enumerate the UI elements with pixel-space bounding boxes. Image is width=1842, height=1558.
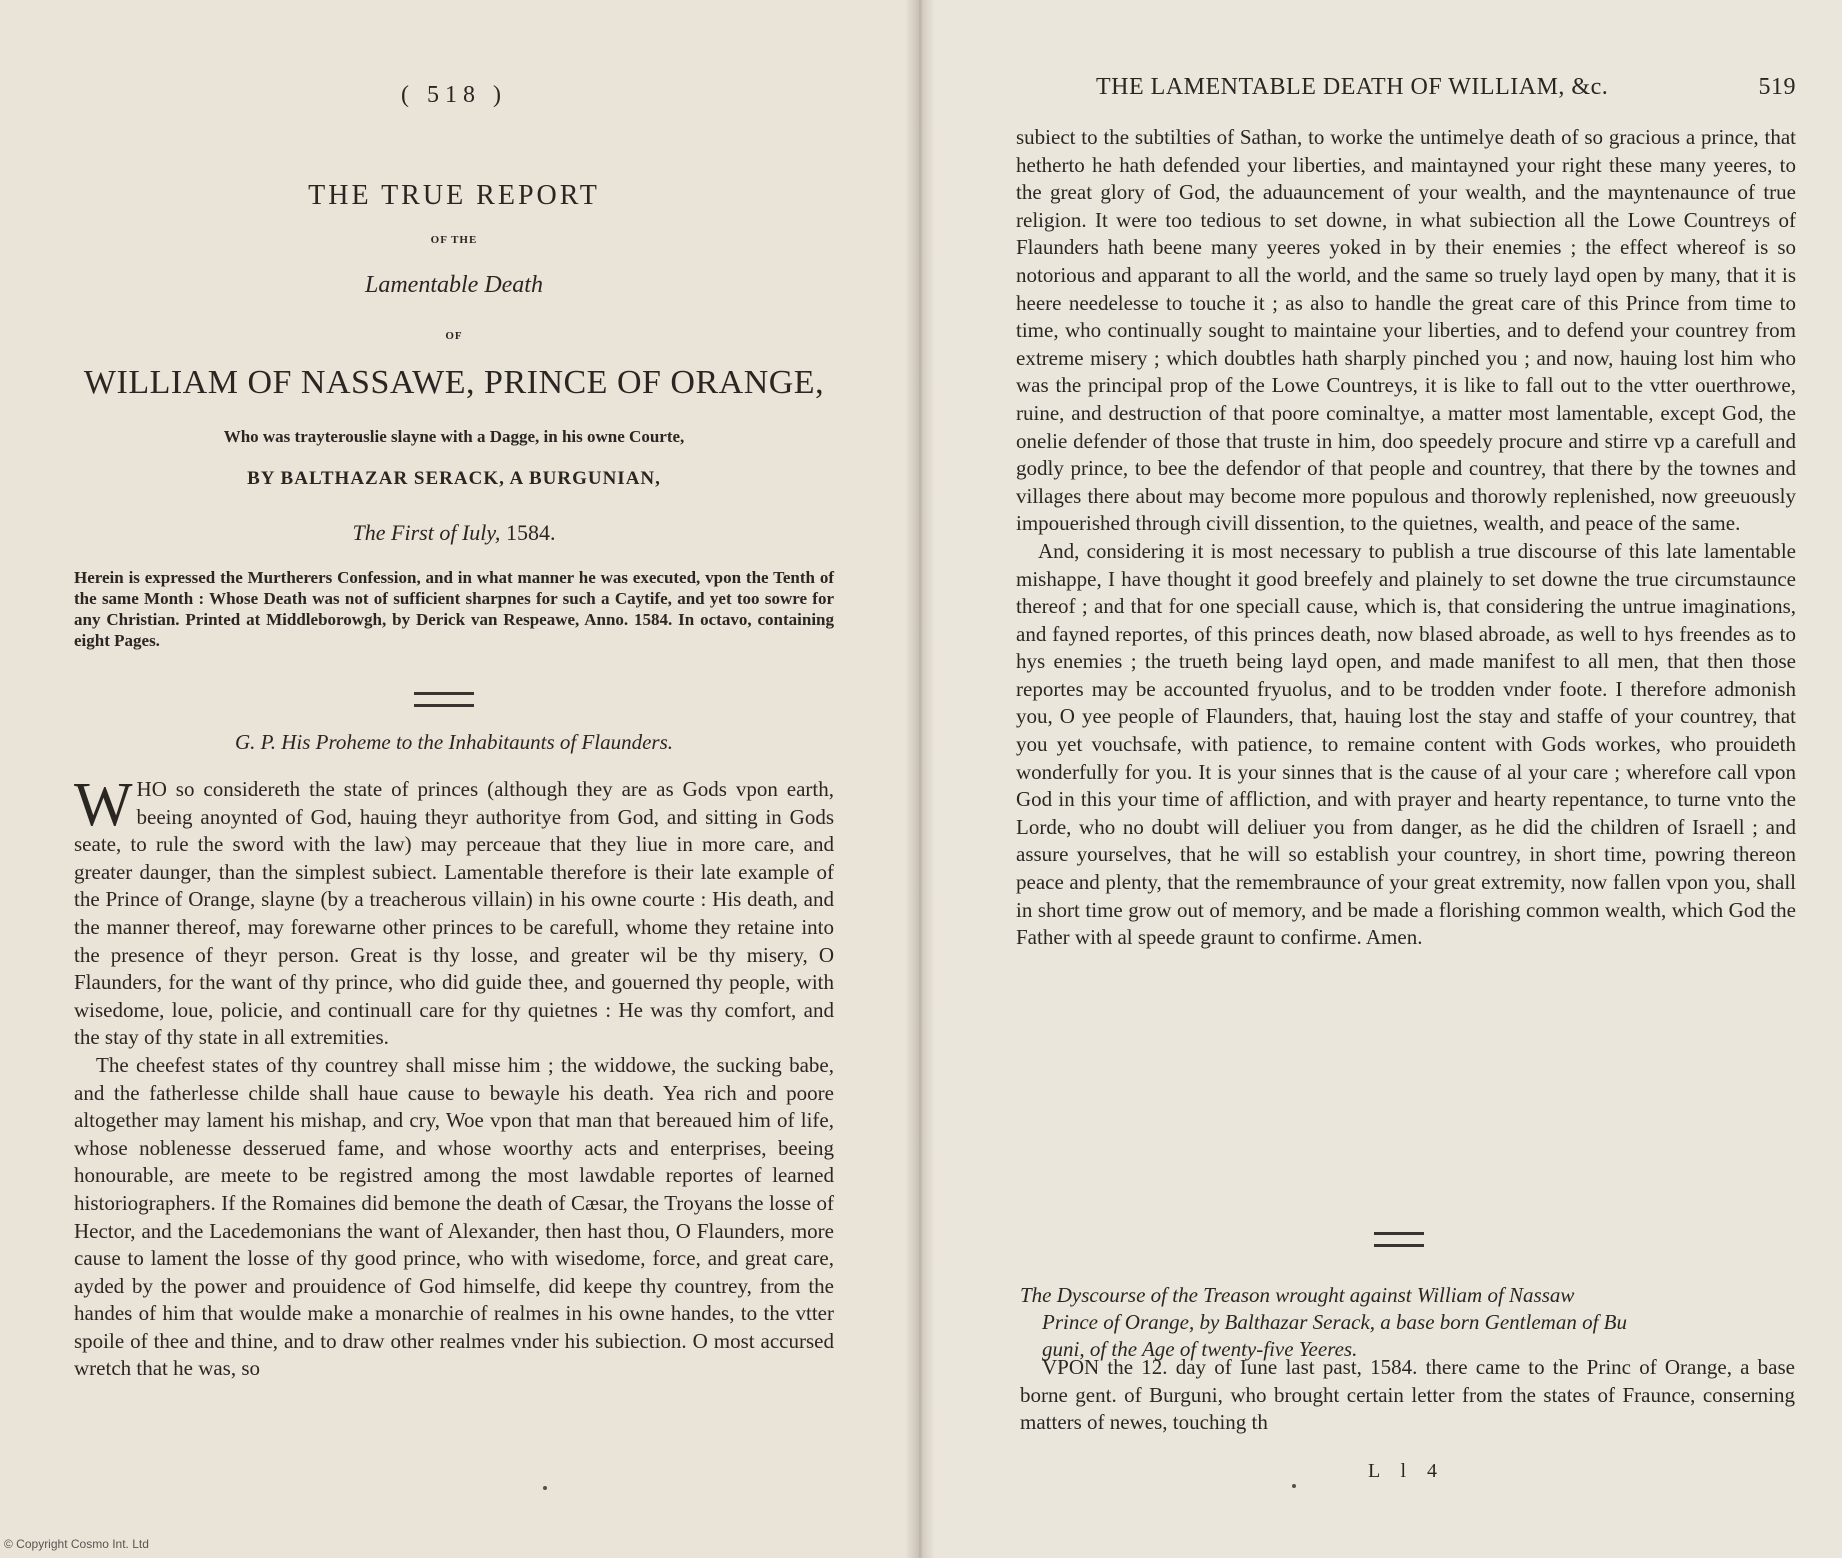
running-head <box>1096 74 1796 101</box>
dyscourse-heading <box>1020 1282 1795 1363</box>
title-of: OF <box>445 330 463 342</box>
book-gutter <box>905 0 935 1558</box>
vpon-paragraph: VPON the 12. day of Iune last past, 1584. there came to the Princ of Orange, a base borne gent. of Burguni, who brought certain letter from the states of Fraunce, conserning matters of newes, touching th <box>1020 1355 1795 1435</box>
dyscourse-line: guni, of the Age of twenty-five Yeeres. <box>1042 1337 1358 1361</box>
title-date <box>74 520 834 546</box>
paragraph-text: HO so considereth the state of princes (although they are as Gods vpon earth, beeing anoynted of God, hauing theyr authoritye from God, and sitting in Gods seate, to rule the sword with the law) may perceaue that they liue in more care, and greater daunger, than the simplest subiect. Lamentable therefore is their late example of the Prince of Orange, slayne (by a treacherous villain) in his owne courte : His death, and the manner thereof, may forewarne other princes to be carefull, whome they retaine into the presence of theyr person. Great is thy losse, and greater wil be thy misery, O Flaunders, for the want of thy prince, who did guide thee, and gouerned thy people, with wisedome, loue, policie, and continuall care for thy quietnes : He was thy comfort, and the stay of thy state in all extremities. <box>74 777 834 1050</box>
ornamental-divider <box>414 692 474 707</box>
dyscourse-line: Prince of Orange, by Balthazar Serack, a base born Gentleman of Bu <box>1042 1310 1627 1334</box>
right-body-text <box>1016 124 1796 952</box>
body-paragraph <box>74 771 834 1052</box>
title-of-the: OF THE <box>430 234 478 246</box>
page-speck <box>1292 1484 1296 1488</box>
copyright-notice: © Copyright Cosmo Int. Ltd <box>4 1537 149 1551</box>
subtitle-by: BY BALTHAZAR SERACK, A BURGUNIAN, <box>247 468 661 489</box>
ornamental-divider <box>1374 1232 1424 1247</box>
page-speck <box>543 1486 547 1490</box>
body-paragraph: The cheefest states of thy countrey shall misse him ; the widdowe, the sucking babe, and the fatherlesse childe shall haue cause to bewayle his death. Yea rich and poore altogether may lament his mishap, and cry, Woe vpon that man that bereaued him of life, whose noblenesse desserued fame, and whose woorthy acts and enterprises, beeing honourable, are meete to be registred among the most lawdable reportes of learned historiographers. If the Romaines did bemone the death of Cæsar, the Troyans the losse of Hector, and the Lacedemonians the want of Alexander, then hast thou, O Flaunders, more cause to lament the losse of thy good prince, who with wisedome, force, and great care, ayded by the power and prouidence of God himselfe, did keepe thy countrey, from the handes of him that woulde make a monarchie of realmes in his owne handes, to the vtter spoile of thee and thine, and to draw other realmes vnder his subiection. O most accursed wretch that he was, so <box>74 1052 834 1381</box>
title-lamentable-death: Lamentable Death <box>365 272 543 298</box>
signature-mark: L l 4 <box>1368 1460 1446 1482</box>
drop-cap: W <box>74 771 133 839</box>
left-page <box>0 0 920 1558</box>
herein-paragraph: Herein is expressed the Murtherers Confession, and in what manner he was executed, vpon the Tenth of the same Month : Whose Death was not of sufficient sharpnes for such a Caytife, and yet too sowre for any Christian. Printed at Middleborowgh, by Derick van Respeawe, Anno. 1584. In octavo, containing eight Pages. <box>74 568 834 650</box>
running-head-title: THE LAMENTABLE DEATH OF WILLIAM, &c. <box>1096 74 1609 100</box>
body-paragraph: And, considering it is most necessary to publish a true discourse of this late lamentable mishappe, I have thought it good breefely and plainely to set downe the true circumstaunce thereof ; and that for one speciall cause, which is, that considering the untrue imaginations, and fayned reportes, of this princes death, now blased abroade, as well to hys freendes as to hys enemies ; the trueth being layd open, and made manifest to all men, that then those reportes may be accounted fryuolus, and to be trodden vnder foote. I therefore admonish you, O yee people of Flaunders, that, hauing lost the stay and staffe of your countrey, that you yet vouchsafe, with patience, to remaine content with Gods workes, who prouideth wonderfully for you. It is your sinnes that is the cause of al your care ; wherefore call vpon God in this your time of affliction, and with prayer and hearty repentance, to turne vnto the Lorde, who no doubt will deliuer you from danger, as he did the children of Israell ; and assure yourselves, that he will so establish your countrey, in short time, powring thereon peace and plenty, that the remembraunce of your great extremity, now fallen vpon you, shall in short time grow out of memory, and be made a florishing common wealth, which God the Father with al speede graunt to confirme. Amen. <box>1016 538 1796 950</box>
left-body-text <box>74 771 834 1383</box>
page-number-left: ( 518 ) <box>401 82 507 108</box>
dyscourse-line: The Dyscourse of the Treason wrought against William of Nassaw <box>1020 1283 1575 1307</box>
title-true-report: THE TRUE REPORT <box>308 180 600 211</box>
body-paragraph: subiect to the subtilties of Sathan, to worke the untimelye death of so gracious a prince, that hetherto he hath defended your liberties, and maintayned your right these many yeeres, to the great glory of God, the aduauncement of your wealth, and the mayntenaunce of true religion. It were too tedious to set downe, in what subiection all the Lowe Countreys of Flaunders hath beene many yeeres yoked in by their enemies ; the effect whereof is so notorious and apparant to all the world, and the same so truely layd open by many, that it is heere needelesse to touche it ; as also to handle the great care of this Prince from time to time, who continually sought to maintaine your liberties, and to defend your countrey from extreme misery ; which doubtles hath sharply pinched you ; and now, hauing lost him who was the principal prop of the Lowe Countreys, it is like to fall out to the vtter ouerthrowe, ruine, and destruction of that poore cominaltye, a matter most lamentable, except God, the onelie defender of those that truste in him, doo speedely procure and stirre vp a carefull and godly prince, to bee the defendor of that people and countrey, that there by the townes and villages there about may become more populous and thorowly replenished, now greeuously impouerished through civill dissention, to the quietnes, wealth, and peace of the same. <box>1016 125 1796 536</box>
date-italic: The First of Iuly, <box>352 520 501 545</box>
proheme-heading: G. P. His Proheme to the Inhabitaunts of Flaunders. <box>234 730 674 754</box>
date-year: 1584. <box>505 520 556 545</box>
subtitle-who: Who was trayterouslie slayne with a Dagge, in his owne Courte, <box>223 427 685 446</box>
title-william-of-nassawe: WILLIAM OF NASSAWE, PRINCE OF ORANGE, <box>83 364 825 401</box>
page-number-right: 519 <box>1758 74 1796 100</box>
right-page <box>920 0 1842 1558</box>
